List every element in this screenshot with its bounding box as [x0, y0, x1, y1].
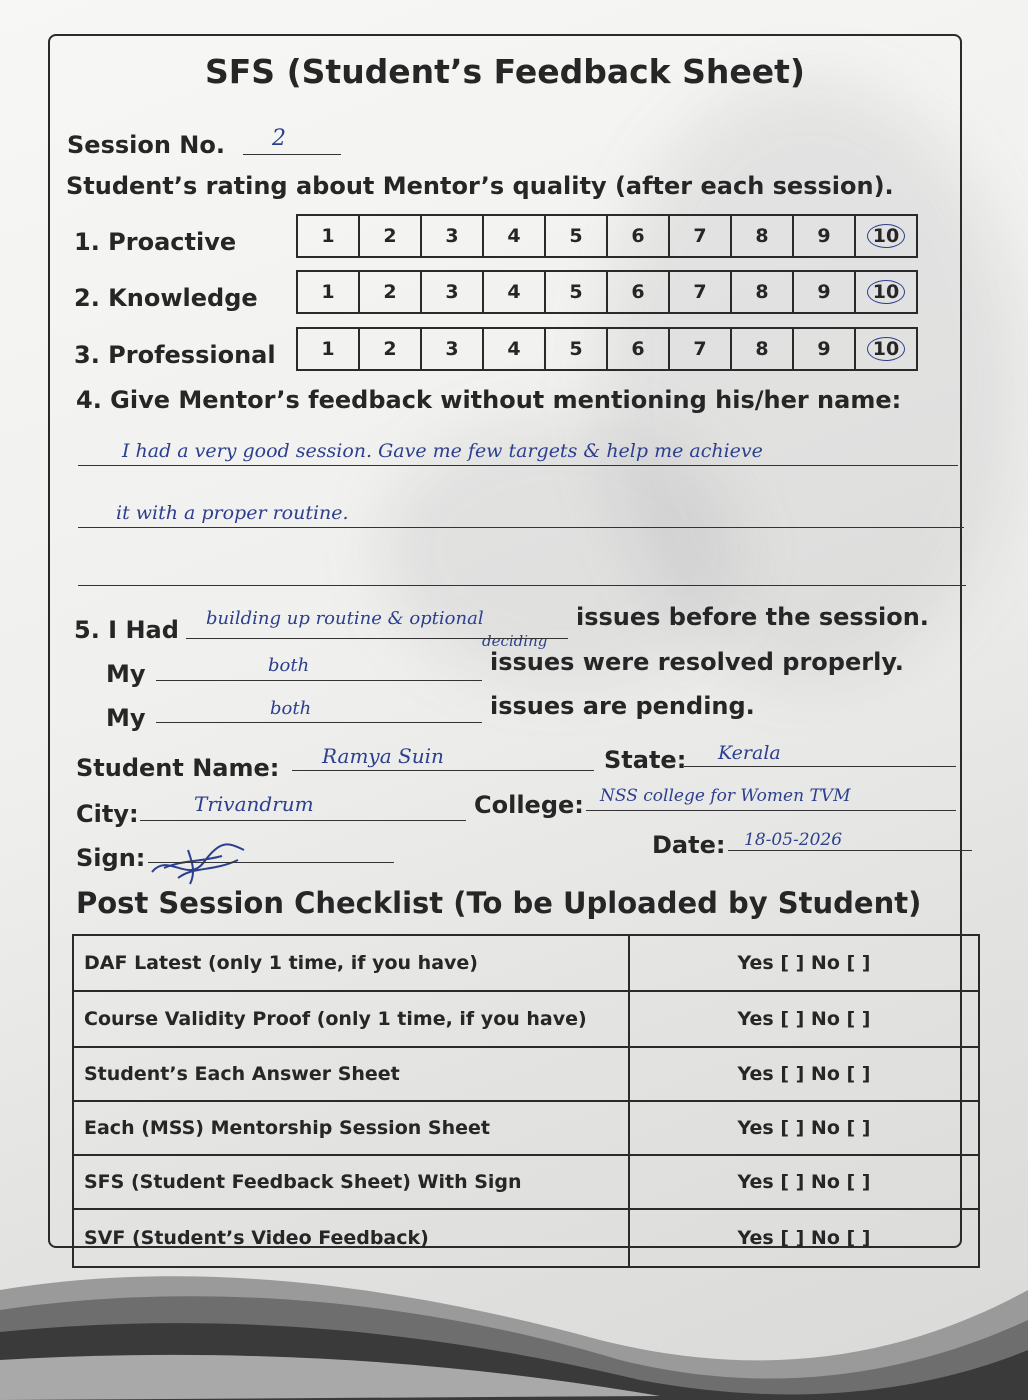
rating-option[interactable]: 7 [668, 214, 732, 258]
rating-heading: Student’s rating about Mentor’s quality (after each session). [66, 172, 894, 200]
rating-scale-proactive[interactable] [296, 214, 918, 258]
rating-scale-knowledge[interactable] [296, 270, 918, 314]
rating-option[interactable]: 2 [358, 270, 422, 314]
checklist-item-label: Each (MSS) Mentorship Session Sheet [73, 1101, 629, 1155]
rating-option[interactable]: 5 [544, 327, 608, 371]
sheet-title: SFS (Student’s Feedback Sheet) [205, 52, 805, 91]
issues-resolved-prefix: My [106, 660, 146, 688]
rating-option[interactable]: 2 [358, 214, 422, 258]
issues-resolved-value[interactable]: both [268, 655, 310, 676]
checklist-item-label: Course Validity Proof (only 1 time, if you have) [73, 991, 629, 1047]
yes-no-options[interactable]: Yes [ ] No [ ] [629, 1101, 979, 1155]
issues-pending-prefix: My [106, 704, 146, 732]
rating-option[interactable]: 8 [730, 327, 794, 371]
checklist-row [73, 991, 979, 1047]
issues-pending-value[interactable]: both [270, 698, 312, 719]
yes-no-options[interactable]: Yes [ ] No [ ] [629, 1209, 979, 1267]
rating-label-knowledge: 2. Knowledge [74, 284, 258, 312]
state-label: State: [604, 746, 687, 774]
feedback-label: 4. Give Mentor’s feedback without mentioning his/her name: [76, 386, 902, 414]
rating-label-professional: 3. Professional [74, 341, 276, 369]
footer-wave-graphic [0, 1250, 1028, 1400]
issues-pending-underline [156, 722, 482, 723]
city-label: City: [76, 800, 139, 828]
rating-option[interactable]: 4 [482, 327, 546, 371]
rating-option[interactable]: 9 [792, 214, 856, 258]
rating-label-proactive: 1. Proactive [74, 228, 237, 256]
yes-no-options[interactable]: Yes [ ] No [ ] [629, 1155, 979, 1209]
checklist-row [73, 1047, 979, 1101]
date-value[interactable]: 18-05-2026 [744, 830, 843, 850]
rating-option[interactable]: 1 [296, 214, 360, 258]
issues-resolved-underline [156, 680, 482, 681]
rating-option[interactable]: 6 [606, 214, 670, 258]
checklist-table [72, 934, 980, 1268]
yes-no-options[interactable]: Yes [ ] No [ ] [629, 935, 979, 991]
signature[interactable] [148, 832, 252, 888]
date-underline [728, 850, 972, 851]
session-underline [243, 154, 341, 155]
rating-option[interactable]: 3 [420, 327, 484, 371]
yes-no-options[interactable]: Yes [ ] No [ ] [629, 991, 979, 1047]
checklist-heading: Post Session Checklist (To be Uploaded by Student) [76, 886, 922, 920]
yes-no-options[interactable]: Yes [ ] No [ ] [629, 1047, 979, 1101]
state-underline [684, 766, 956, 767]
issues-had-value[interactable]: building up routine & optional [206, 608, 484, 629]
student-name-value[interactable]: Ramya Suin [322, 744, 444, 768]
session-value[interactable]: 2 [272, 126, 286, 151]
checklist-item-label: Student’s Each Answer Sheet [73, 1047, 629, 1101]
student-name-label: Student Name: [76, 754, 280, 782]
checklist-item-label: DAF Latest (only 1 time, if you have) [73, 935, 629, 991]
rating-option[interactable]: 2 [358, 327, 422, 371]
rating-option-selected[interactable]: 10 [854, 214, 918, 258]
sign-underline [148, 862, 394, 863]
rating-option[interactable]: 1 [296, 327, 360, 371]
rating-option[interactable]: 5 [544, 270, 608, 314]
feedback-line-1[interactable]: I had a very good session. Gave me few targets & help me achieve [122, 440, 763, 462]
rating-option[interactable]: 8 [730, 214, 794, 258]
checklist-row [73, 1155, 979, 1209]
rating-option[interactable]: 6 [606, 327, 670, 371]
rating-option[interactable]: 4 [482, 214, 546, 258]
rating-option[interactable]: 1 [296, 270, 360, 314]
issues-had-suffix: issues before the session. [576, 603, 929, 631]
rating-scale-professional[interactable] [296, 327, 918, 371]
rating-option[interactable]: 5 [544, 214, 608, 258]
college-label: College: [474, 791, 584, 819]
checklist-row [73, 935, 979, 991]
state-value[interactable]: Kerala [718, 742, 781, 764]
issues-had-extra[interactable]: deciding [482, 632, 548, 650]
college-underline [586, 810, 956, 811]
student-name-underline [292, 770, 594, 771]
checklist-item-label: SFS (Student Feedback Sheet) With Sign [73, 1155, 629, 1209]
sign-label: Sign: [76, 844, 146, 872]
feedback-line-2[interactable]: it with a proper routine. [116, 502, 349, 524]
college-value[interactable]: NSS college for Women TVM [600, 786, 851, 806]
rating-option[interactable]: 9 [792, 327, 856, 371]
rating-option[interactable]: 4 [482, 270, 546, 314]
rating-option[interactable]: 7 [668, 327, 732, 371]
feedback-underline-2 [78, 527, 964, 528]
feedback-underline-3 [78, 585, 966, 586]
issues-had-underline [186, 638, 568, 639]
date-label: Date: [652, 831, 726, 859]
issues-had-label: 5. I Had [74, 616, 179, 644]
checklist-item-label: SVF (Student’s Video Feedback) [73, 1209, 629, 1267]
issues-resolved-suffix: issues were resolved properly. [490, 648, 904, 676]
rating-option[interactable]: 3 [420, 214, 484, 258]
rating-option[interactable]: 7 [668, 270, 732, 314]
city-value[interactable]: Trivandrum [194, 792, 314, 816]
rating-option[interactable]: 3 [420, 270, 484, 314]
checklist-row [73, 1101, 979, 1155]
rating-option[interactable]: 6 [606, 270, 670, 314]
rating-option-selected[interactable]: 10 [854, 270, 918, 314]
issues-pending-suffix: issues are pending. [490, 692, 755, 720]
rating-option[interactable]: 8 [730, 270, 794, 314]
session-label: Session No. [67, 131, 225, 159]
rating-option[interactable]: 9 [792, 270, 856, 314]
feedback-underline-1 [78, 465, 958, 466]
city-underline [140, 820, 466, 821]
rating-option-selected[interactable]: 10 [854, 327, 918, 371]
